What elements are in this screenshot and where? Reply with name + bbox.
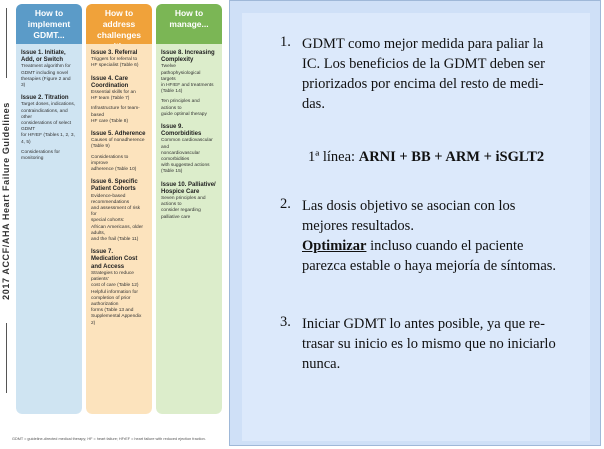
issue-line: Target doses, indications, [21, 102, 76, 108]
issue-line: Common cardiovascular and [161, 138, 213, 150]
text-line: Las dosis objetivo se asocian con los [302, 198, 516, 214]
column-body [86, 44, 152, 414]
issue-title: Issue 8. Increasing Complexity [161, 50, 215, 64]
column-body [156, 44, 222, 414]
issue-line: Strategies to reduce patients' [91, 270, 134, 283]
text-line: mejores resultados. [302, 218, 414, 234]
issue-line: African Americans, older adults, [91, 224, 143, 236]
issue-line: in HFrEF and treatments [161, 83, 214, 89]
issue-line: noncardiovascular comorbidities [161, 150, 200, 163]
first-line-value: ARNI + BB + ARM + iSGLT2 [358, 149, 545, 165]
column-header: How to implement GDMT... [16, 4, 82, 44]
point-number: 1. [280, 34, 291, 50]
panel-inner [242, 13, 590, 441]
text-line: nunca. [302, 356, 341, 372]
text-line: Iniciar GDMT lo antes posible, ya que re- [302, 316, 545, 332]
issue-line: Seven principles and actions to [161, 196, 206, 208]
recommendations-panel [229, 0, 601, 446]
side-title-text: 2017 ACCF/AHA Heart Failure Guidelines [1, 102, 11, 300]
issue-title: Issue 4. Care Coordination [91, 75, 129, 89]
column-manage [156, 4, 222, 414]
text-line: parezca estable o haya mejoría de síntomas. [302, 258, 557, 274]
issue-line: Twelve pathophysiological targets [161, 64, 201, 82]
issue-line: Evidence-based recommendations [91, 193, 130, 205]
issue-item [91, 249, 146, 326]
issue-line: HF care (Table 8) [91, 118, 129, 124]
issue-line: Triggers for referral to [91, 57, 138, 63]
issue-line: Considerations to improve [91, 154, 129, 166]
issue-line: Essential skills for an [91, 90, 136, 96]
issue-line: Helpful information for [91, 289, 138, 295]
issue-line: HF team (Table 7) [91, 96, 130, 102]
text-line [302, 236, 592, 256]
column-body [16, 44, 82, 414]
issue-line: special cohorts: [91, 218, 125, 224]
issue-line: with suggested actions (Table 15) [161, 163, 210, 175]
issue-item [161, 182, 216, 221]
issue-title: Issue 3. Referral [91, 50, 138, 56]
issue-line: Infrastructure for team-based [91, 106, 140, 118]
issue-line: Supplemental Appendix 2) [91, 314, 142, 326]
point-number: 2. [280, 196, 291, 212]
issue-line: and the frail (Table 11) [91, 237, 139, 243]
issue-item [91, 76, 146, 125]
issue-line: (Table 14) [161, 89, 183, 95]
issue-line: for HFrEF (Tables 1, 2, 3, 4, 5) [21, 133, 75, 145]
point-3-text [302, 314, 592, 374]
issue-line: forms (Table 13 and [91, 308, 134, 314]
point-2-text [302, 196, 592, 276]
issue-line: adherence (Table 10) [91, 167, 137, 173]
issue-item [91, 131, 146, 173]
issue-title: Issue 2. Titration [21, 95, 69, 102]
issue-line: HF specialist (Table 6) [91, 63, 139, 69]
issue-line: Causes of nonadherence [91, 138, 145, 144]
issue-item [91, 50, 146, 70]
column-implement [16, 4, 82, 414]
column-header: How to manage... [156, 4, 222, 44]
text-line: IC. Los beneficios de la GDMT deben ser [302, 56, 545, 72]
issue-title: Issue 5. Adherence [91, 131, 146, 138]
issue-line: (Table 9) [91, 144, 110, 150]
text-line: GDMT como mejor medida para paliar la [302, 36, 544, 52]
issue-item [21, 95, 76, 162]
issue-line: guide optimal therapy [161, 111, 207, 117]
issue-line: cost of care (Table 12) [91, 283, 139, 289]
issue-title: Issue 10. Palliative/ Hospice Care [161, 181, 216, 195]
issue-title: Issue 9. Comorbidities [161, 124, 202, 138]
text-line: priorizados por encima del resto de medi- [302, 76, 544, 92]
emphasis-word: Optimizar [302, 238, 367, 254]
issue-line: and assessment of risk for [91, 206, 141, 218]
arrow-down-line [6, 323, 7, 393]
issue-line: consider regarding palliative care [161, 208, 201, 220]
issue-line: GDMT including novel [21, 70, 69, 76]
point-1-text [302, 34, 592, 114]
text-line: trasar su inicio es lo mismo que no iniciarlo [302, 336, 556, 352]
issue-title: Issue 6. Specific Patient Cohorts [91, 179, 138, 193]
issue-line: Ten principles and actions to [161, 99, 200, 111]
issue-item [161, 50, 216, 118]
issue-title: Issue 7. Medication Cost and Access [91, 249, 138, 270]
column-challenges [86, 4, 152, 414]
point-number: 3. [280, 314, 291, 330]
issue-line: contraindications, and other [21, 108, 68, 120]
issue-line: therapies (Figure 2 and 3) [21, 76, 71, 89]
column-header: How to address challenges [86, 4, 152, 44]
issue-line: Considerations for monitoring [21, 149, 60, 162]
issue-item [91, 179, 146, 243]
issue-line: considerations of select GDMT [21, 121, 72, 133]
text-span: incluso cuando el paciente [366, 238, 524, 254]
side-title [0, 8, 14, 393]
issue-item [21, 50, 76, 89]
issue-item [161, 124, 216, 176]
issue-line: Treatment algorithm for [21, 64, 71, 70]
text-line: das. [302, 96, 325, 112]
issue-line: completion of prior authorization [91, 295, 131, 307]
first-line-therapy [308, 149, 544, 166]
issue-title: Issue 1. Initiate, Add, or Switch [21, 50, 66, 64]
footnote: GDMT = guideline-directed medical therapy; HF = heart failure; HFrEF = heart failure with reduced ejection fraction. [12, 437, 206, 441]
first-line-label: 1ª línea: [308, 149, 356, 165]
